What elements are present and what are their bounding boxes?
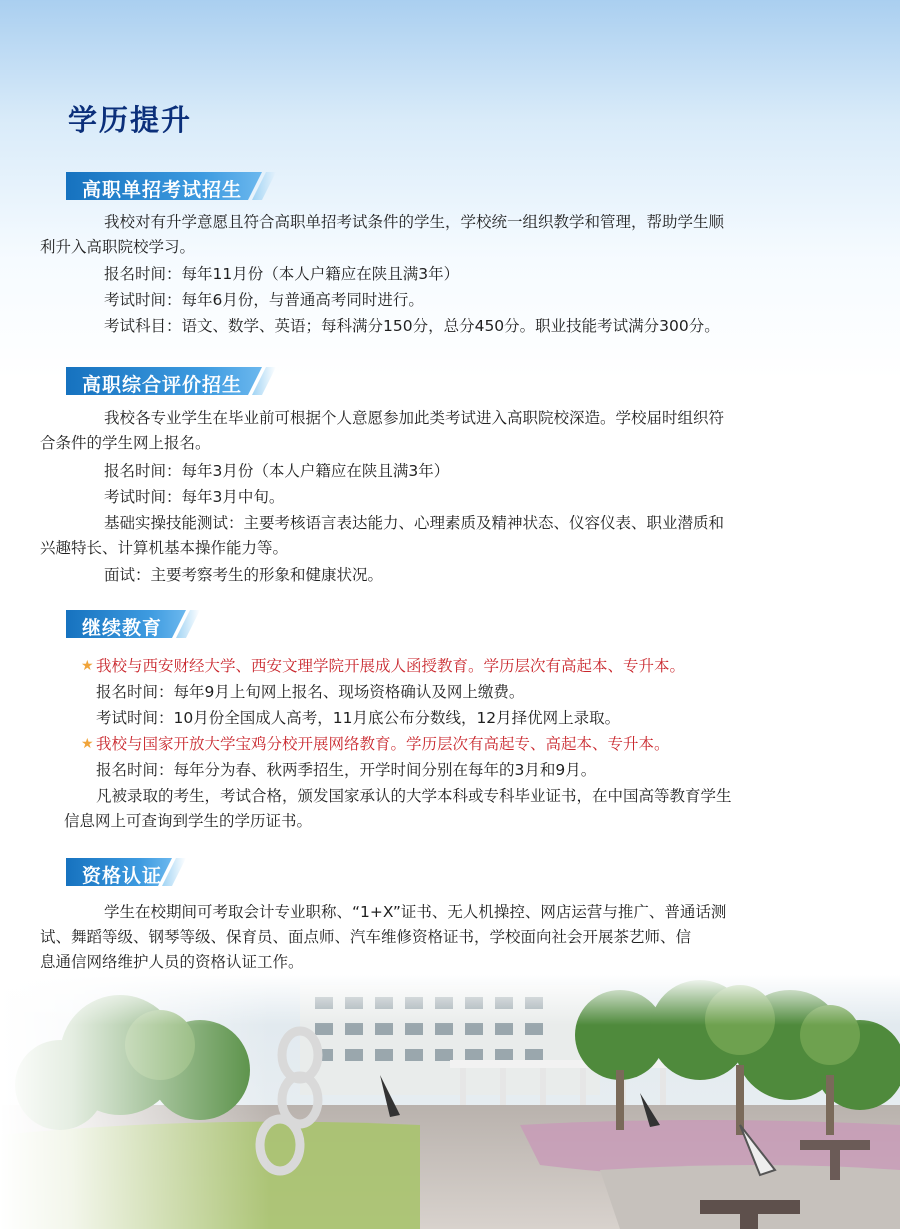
exam-subjects: 考试科目：语文、数学、英语；每科满分150分，总分450分。职业技能考试满分300分。 [104,317,720,335]
star-icon: ★ [81,736,94,752]
paragraph: 学生在校期间可考取会计专业职称、“1+X”证书、无人机操控、网店运营与推广、普通话测 试、舞蹈等级、钢琴等级、保育员、面点师、汽车维修资格证书，学校面向社会开展茶艺师、信 息通信网络维护人员的资格认证工作。 [40,903,727,971]
section-header-comprehensive-evaluation [66,367,276,395]
section-title: 高职综合评价招生 [82,374,243,396]
campus-photo [0,975,900,1229]
campus-scene [0,975,900,1229]
section-header-continuing-education [66,610,201,638]
exam-time: 考试时间：10月份全国成人高考，11月底公布分数线，12月择优网上录取。 [96,709,621,727]
exam-time: 考试时间：每年6月份，与普通高考同时进行。 [104,291,424,309]
registration-time: 报名时间：每年11月份（本人户籍应在陕且满3年） [104,265,460,283]
section-title: 资格认证 [82,865,163,887]
section-title: 高职单招考试招生 [82,179,243,201]
interview: 面试：主要考察考生的形象和健康状况。 [104,566,384,584]
registration-time: 报名时间：每年3月份（本人户籍应在陕且满3年） [104,462,450,480]
registration-time: 报名时间：每年分为春、秋两季招生，开学时间分别在每年的3月和9月。 [96,761,597,779]
page-title: 学历提升 [68,103,193,137]
skills-test: 基础实操技能测试：主要考核语言表达能力、心理素质及精神状态、仪容仪表、职业潜质和 兴趣特长、计算机基本操作能力等。 [40,514,725,557]
section-header-vocational-single-exam [66,172,276,200]
paragraph: 我校各专业学生在毕业前可根据个人意愿参加此类考试进入高职院校深造。学校届时组织符 合条件的学生网上报名。 [40,409,725,452]
highlight-online-education: ★ 我校与国家开放大学宝鸡分校开展网络教育。学历层次有高起专、高起本、专升本。 [96,732,670,757]
star-icon: ★ [81,658,94,674]
paragraph: 我校对有升学意愿且符合高职单招考试条件的学生，学校统一组织教学和管理，帮助学生顺 利升入高职院校学习。 [40,213,725,256]
section-title: 继续教育 [82,617,163,639]
exam-time: 考试时间：每年3月中旬。 [104,488,285,506]
highlight-adult-education: ★ 我校与西安财经大学、西安文理学院开展成人函授教育。学历层次有高起本、专升本。 [96,654,685,679]
paragraph: 凡被录取的考生，考试合格，颁发国家承认的大学本科或专科毕业证书，在中国高等教育学生 信息网上可查询到学生的学历证书。 [64,787,732,830]
registration-time: 报名时间：每年9月上旬网上报名、现场资格确认及网上缴费。 [96,683,525,701]
section-header-qualification-certification [66,858,186,886]
